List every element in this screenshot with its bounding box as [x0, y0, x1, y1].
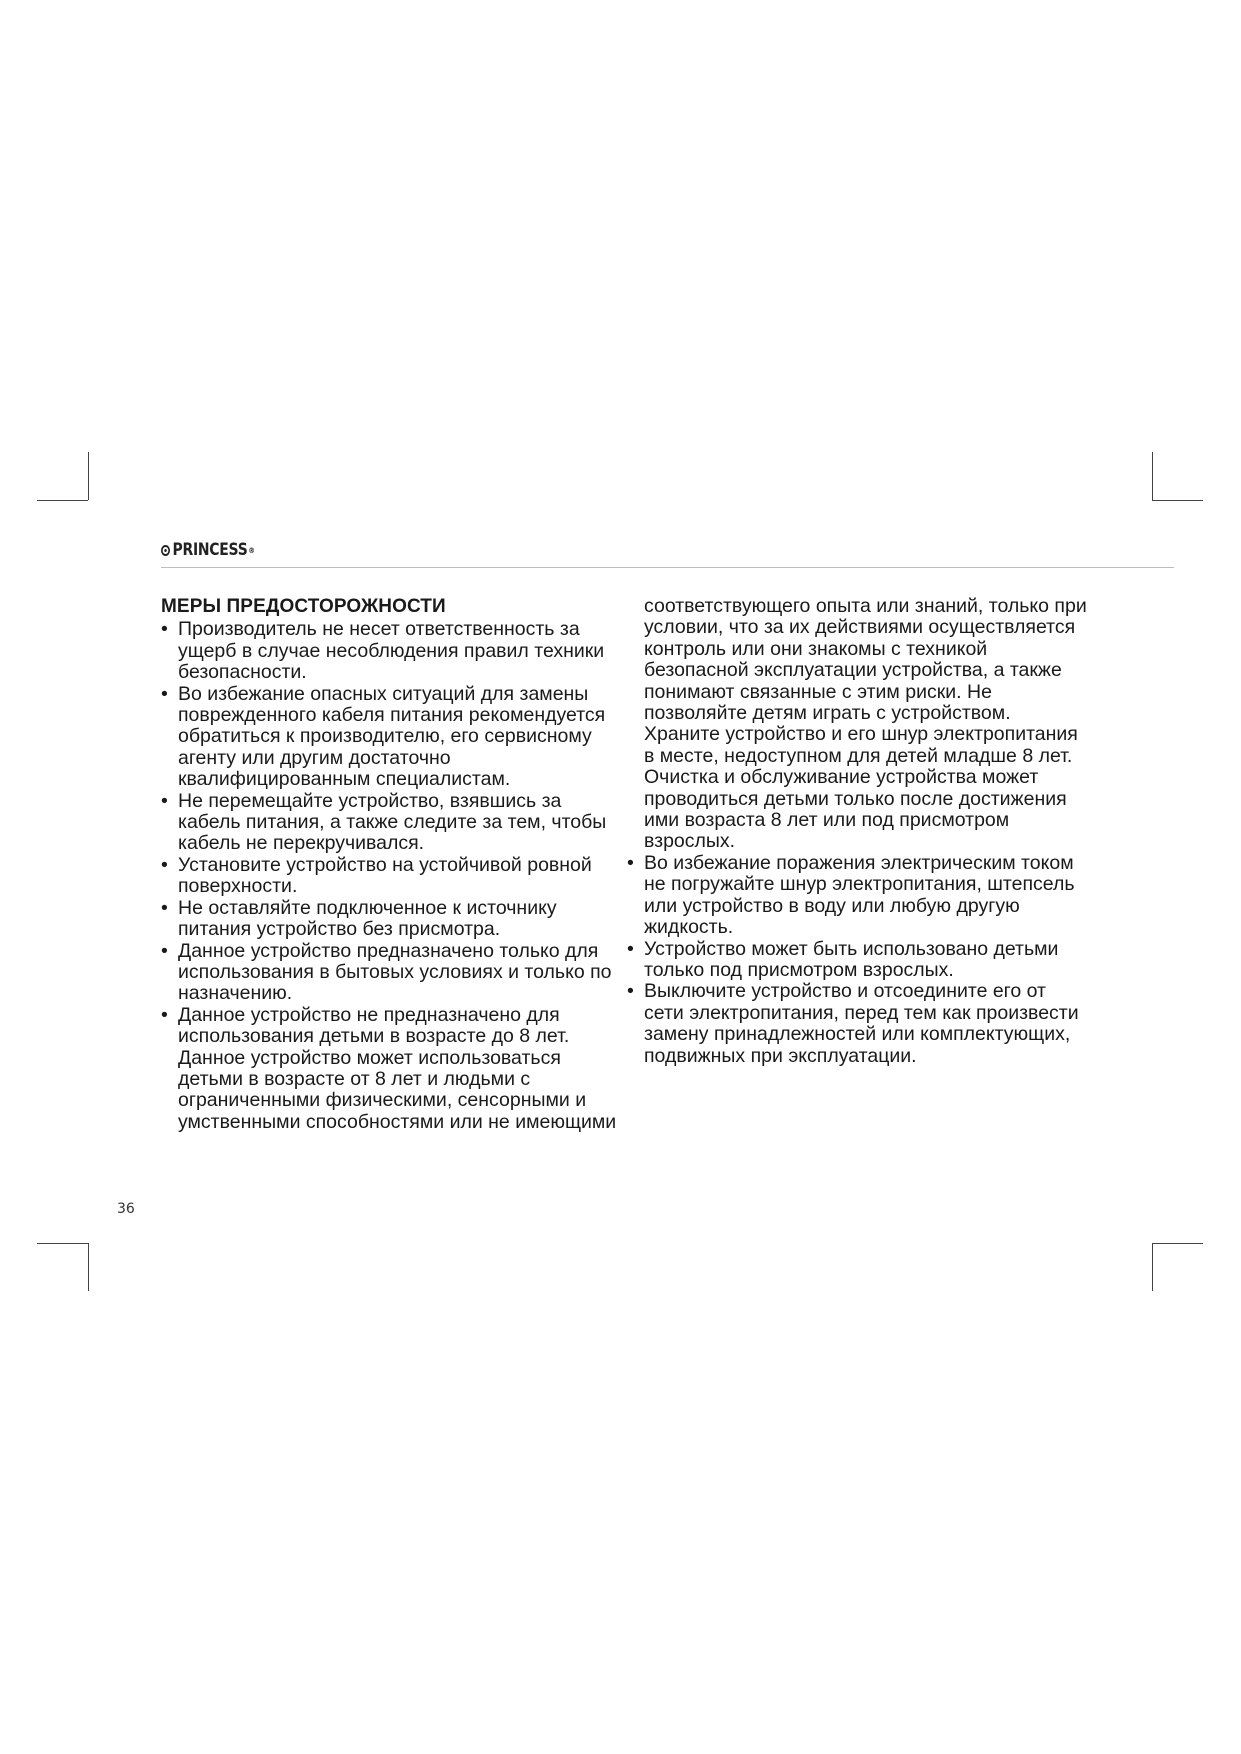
crop-mark: [1152, 1243, 1203, 1244]
crop-mark: [88, 452, 89, 500]
registered-mark: ®: [248, 545, 255, 555]
crop-mark: [88, 1243, 89, 1291]
brand-name: PRINCESS: [172, 540, 248, 560]
page-number: 36: [117, 1201, 135, 1217]
crop-mark: [37, 1243, 88, 1244]
safety-list: [161, 619, 621, 1133]
list-item: • Во избежание опасных ситуаций для замены поврежденного кабеля питания рекомендуется обратиться к производителю, его сервисному агенту или другим достаточно квалифицированным специалистам.: [161, 684, 621, 791]
list-item: • Во избежание поражения электрическим током не погружайте шнур электропитания, штепсель или устройство в воду или любую другую жидкость.: [627, 853, 1087, 939]
crop-mark: [1152, 452, 1153, 500]
list-item: • Данное устройство предназначено только для использования в бытовых условиях и только по назначению.: [161, 941, 621, 1005]
princess-logo: [161, 540, 255, 560]
list-item: • Производитель не несет ответственность за ущерб в случае несоблюдения правил техники безопасности.: [161, 619, 621, 683]
continued-text: соответствующего опыта или знаний, только при условии, что за их действиями осуществляется контроль или они знакомы с техникой безопасной эксплуатации устройства, а также понимают связанные с этим риски. Не позволяйте детям играть с устройством. Храните устройство и его шнур электропитания в месте, недоступном для детей младше 8 лет. Очистка и обслуживание устройства может проводиться детьми только после достижения ими возраста 8 лет или под присмотром взрослых.: [644, 595, 1087, 853]
section-heading: МЕРЫ ПРЕДОСТОРОЖНОСТИ: [161, 596, 446, 617]
list-item: • Установите устройство на устойчивой ровной поверхности.: [161, 855, 621, 898]
left-column: [161, 596, 621, 1133]
safety-list-continued: [627, 853, 1087, 1067]
list-item: • Не оставляйте подключенное к источнику питания устройство без присмотра.: [161, 898, 621, 941]
list-item: • Данное устройство не предназначено для использования детьми в возрасте до 8 лет. Данное устройство может использоваться детьми в возрасте от 8 лет и людьми с ограниченными физическими, сенсорными и умственными способностями или не имеющими: [161, 1005, 621, 1133]
crown-icon: [161, 545, 170, 556]
right-column: [627, 596, 1087, 1067]
crop-mark: [1152, 1243, 1153, 1291]
crop-mark: [37, 500, 88, 501]
list-item: • Устройство может быть использовано детьми только под присмотром взрослых.: [627, 939, 1087, 982]
list-item: • Выключите устройство и отсоедините его от сети электропитания, перед тем как произвести замену принадлежностей или комплектующих, подвижных при эксплуатации.: [627, 981, 1087, 1067]
list-item: • Не перемещайте устройство, взявшись за кабель питания, а также следите за тем, чтобы кабель не перекручивался.: [161, 791, 621, 855]
header-rule: [161, 567, 1174, 568]
crop-mark: [1152, 500, 1203, 501]
